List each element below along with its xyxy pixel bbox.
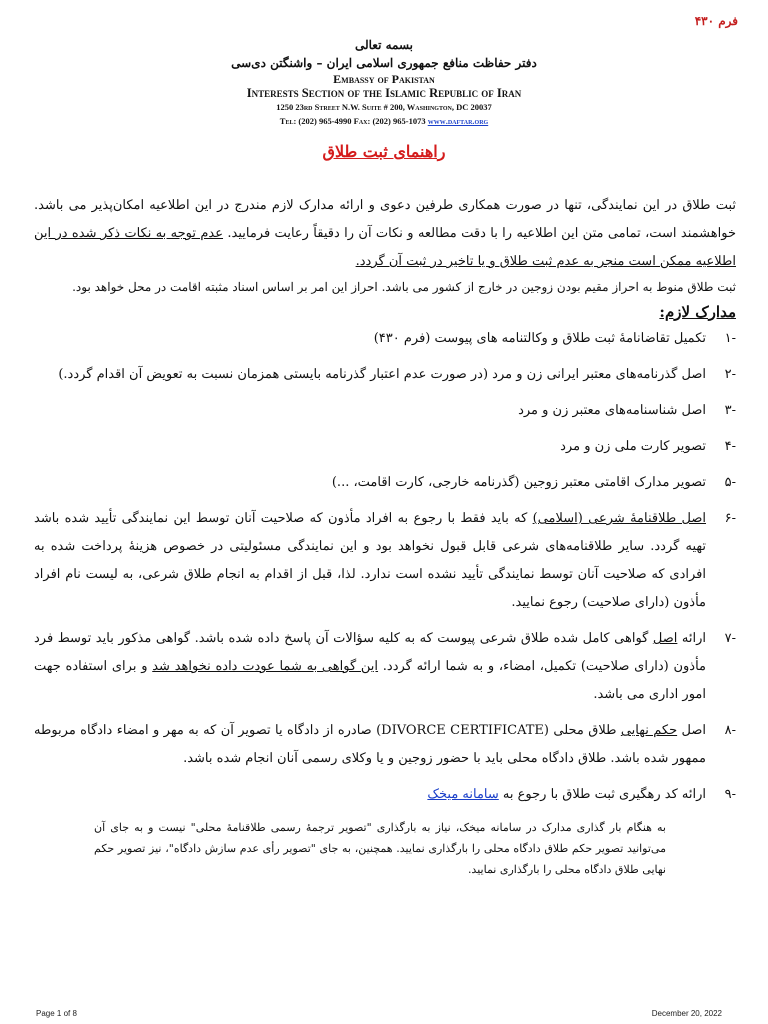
requirement-emphasis: اصل: [652, 631, 678, 646]
requirement-item: [34, 625, 736, 709]
requirement-fragment: ارائه: [677, 631, 706, 646]
requirement-text: [34, 505, 706, 617]
requirement-item: [34, 433, 736, 461]
requirement-item: [34, 505, 736, 617]
requirement-fragment: اصل: [677, 723, 706, 738]
residency-paragraph: ثبت طلاق منوط به احراز مقیم بودن زوجین در خارج از کشور می باشد. احراز این امر بر اساس اسناد مثبته اقامت در محل خواهد بود.: [72, 280, 736, 294]
requirement-fragment: اصل شناسنامه‌های معتبر زن و مرد: [518, 403, 706, 418]
requirement-item: [34, 781, 736, 809]
requirement-emphasis: اصل طلاقنامهٔ شرعی (اسلامی): [532, 511, 707, 526]
requirements-heading: مدارک لازم:: [659, 303, 736, 321]
requirement-fragment: گواهی کامل شده طلاق شرعی پیوست که به کلیه سؤالات آن پاسخ داده شده باشد. گواهی مذکور باید توسط فرد مأذون (دارای صلاحیت) تکمیل، امضاء، و به شما ارائه گردد.: [34, 631, 707, 674]
embassy-name: Embassy of Pakistan: [333, 72, 435, 86]
requirement-fragment: تکمیل تقاضانامهٔ ثبت طلاق و وکالتنامه های پیوست (فرم ۴۳۰): [373, 331, 706, 346]
requirement-number: -۶: [724, 511, 736, 526]
requirement-number: -۹: [724, 787, 736, 802]
requirement-item: [34, 469, 736, 497]
requirement-text: [34, 781, 706, 809]
contact-line: [0, 114, 768, 128]
requirement-text: [34, 397, 706, 425]
requirement-number: -۵: [724, 475, 736, 490]
requirement-number: -۱: [724, 331, 736, 346]
requirement-text: [34, 717, 706, 773]
requirement-fragment: و برای استفاده جهت امور اداری می باشد.: [34, 659, 706, 702]
upload-note: به هنگام بار گذاری مدارک در سامانه میخک، نیاز به بارگذاری "تصویر ترجمهٔ رسمی طلاقنامهٔ محلی" نیست و به جای آن می‌توانید تصویر حکم طلاق دادگاه محلی را بارگذاری نمایید. همچنین، به جای "تصویر رأی عدم سازش دادگاه"، نیز تصویر حکم نهایی طلاق دادگاه محلی را بارگذاری نمایید.: [94, 821, 666, 876]
requirement-item: [34, 397, 736, 425]
page-title-wrap: [0, 142, 768, 161]
requirement-fragment: ارائه کد رهگیری ثبت طلاق با رجوع به: [498, 787, 706, 802]
requirement-emphasis: حکم نهایی: [620, 723, 678, 738]
intro-text: ثبت طلاق در این نمایندگی، تنها در صورت همکاری طرفین دعوی و ارائه مدارک لازم مندرج در این اطلاعیه امکان‌پذیر می باشد. خواهشمند است، تمامی متن این اطلاعیه را با دقت مطالعه و نکات آن را دقیقاً رعایت فرمایید.: [34, 198, 736, 241]
bismillah: بسمه تعالی: [354, 38, 414, 52]
requirement-text: [34, 325, 706, 353]
requirement-text: [34, 433, 706, 461]
requirement-number: -۷: [724, 631, 736, 646]
intro-warning: عدم توجه به نکات ذکر شده در این اطلاعیه ممکن است منجر به عدم ثبت طلاق و یا تاخیر در ثبت آن گردد.: [34, 226, 736, 269]
requirement-text: [34, 469, 706, 497]
requirement-fragment: اصل گذرنامه‌های معتبر ایرانی زن و مرد (در صورت عدم اعتبار گذرنامه بایستی همزمان نسبت به تعویض آن اقدام گردد.): [58, 367, 706, 382]
page-title: راهنمای ثبت طلاق: [322, 142, 446, 161]
requirement-fragment: طلاق محلی (DIVORCE CERTIFICATE) صادره از دادگاه یا تصویر آن که به مهر و امضاء دادگاه مربوطه ممهور شده باشد. طلاق دادگاه محلی باید با حضور زوجین و یا وکلای رسمی آنان انجام شده باشد.: [34, 723, 706, 766]
phone-fax: Tel: (202) 965-4990 Fax: (202) 965-1073: [279, 116, 426, 126]
requirement-number: -۲: [724, 367, 736, 382]
mikhak-system-link[interactable]: سامانه میخک: [427, 787, 499, 802]
address-line: 1250 23rd Street N.W. Suite # 200, Washington, DC 20037: [276, 102, 492, 112]
requirement-fragment: تصویر مدارک اقامتی معتبر زوجین (گذرنامه خارجی، کارت اقامت، ...): [331, 475, 706, 490]
requirement-item: [34, 717, 736, 773]
intro-paragraph: [34, 192, 736, 276]
requirement-item: [34, 325, 736, 353]
website-link[interactable]: www.daftar.org: [427, 116, 489, 126]
requirements-list: [34, 325, 736, 809]
requirement-number: -۳: [724, 403, 736, 418]
document-body: [34, 192, 736, 880]
requirement-number: -۸: [724, 723, 736, 738]
interests-section-name: Interests Section of the Islamic Republic of Iran: [246, 86, 522, 100]
requirement-fragment: تصویر کارت ملی زن و مرد: [560, 439, 706, 454]
requirement-text: [34, 361, 706, 389]
page-number: Page 1 of 8: [36, 1009, 77, 1018]
office-name-fa: دفتر حفاظت منافع جمهوری اسلامی ایران – واشنگتن دی‌سی: [231, 56, 537, 70]
requirement-item: [34, 361, 736, 389]
requirement-emphasis: این گواهی به شما عودت داده نخواهد شد: [152, 659, 379, 674]
form-number: فرم ۴۳۰: [694, 14, 738, 28]
requirement-text: [34, 625, 706, 709]
document-date: December 20, 2022: [651, 1009, 722, 1018]
requirement-number: -۴: [724, 439, 736, 454]
requirement-fragment: که باید فقط با رجوع به افراد مأذون که صلاحیت آنان توسط این نمایندگی تأیید شده باشد تهیه گردد. سایر طلاقنامه‌های شرعی قابل قبول نخواهد بود و این نمایندگی مسئولیتی در خصوص هزینهٔ پرداخت شده به افرادی که صلاحیت آنان توسط نمایندگی تأیید نشده است ندارد. لذا، قبل از اقدام به انجام طلاق شرعی، به لیست نام افراد مأذون (دارای صلاحیت) رجوع نمایید.: [34, 511, 706, 610]
letterhead: [0, 36, 768, 128]
